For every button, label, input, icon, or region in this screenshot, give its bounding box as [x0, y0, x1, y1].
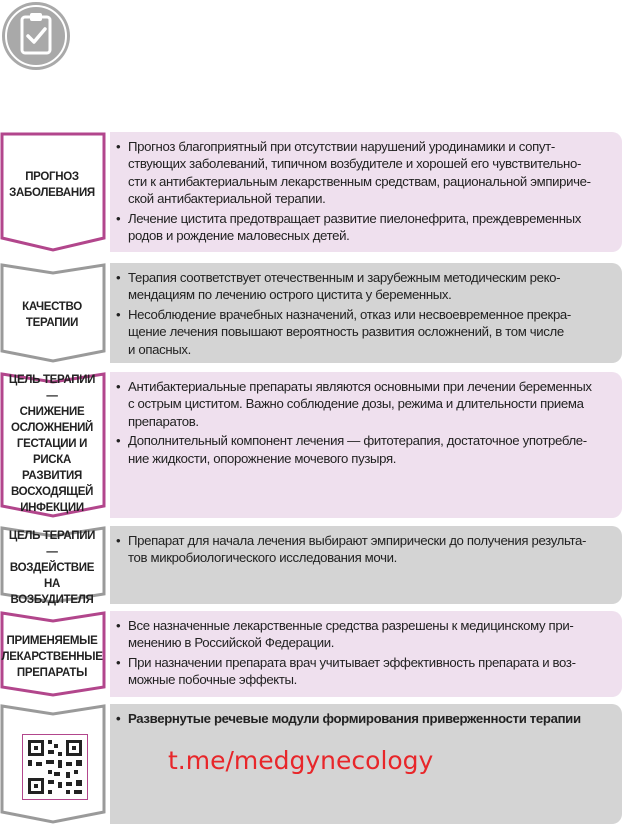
row-panel	[110, 526, 622, 604]
chevron-box-drugs	[0, 611, 106, 697]
row-panel	[110, 132, 622, 252]
row-label: ЦЕЛЬ ТЕРАПИИ — СНИЖЕНИЕ ОСЛОЖНЕНИЙ ГЕСТАЦИИ И РИСКА РАЗВИТИЯ ВОСХОДЯЩЕЙ ИНФЕКЦИИ	[8, 374, 96, 514]
bullet-text: • Терапия соответствует отечественным и зарубежным методическим реко- мендациям по лечению острого цистита у беременных.	[128, 269, 614, 304]
bullet-text: • Дополнительный компонент лечения — фитотерапия, достаточное употребле- ние жидкости, опорожнение мочевого пузыря.	[128, 432, 614, 467]
row-panel	[110, 611, 622, 697]
bullet-text: • Развернутые речевые модули формирования приверженности терапии	[128, 710, 614, 727]
bullet-text: • Антибактериальные препараты являются основными при лечении беременных с острым циститом. Важно соблюдение дозы, режима и длительности приема препаратов.	[128, 378, 614, 430]
chevron-box-prognosis	[0, 132, 106, 252]
row-label: ЦЕЛЬ ТЕРАПИИ — ВОЗДЕЙСТВИЕ НА ВОЗБУДИТЕЛЯ	[8, 530, 96, 606]
clipboard-check-icon	[0, 0, 72, 72]
chevron-box-quality	[0, 263, 106, 363]
telegram-link[interactable]: t.me/medgynecology	[168, 746, 434, 775]
bullet-text: • Препарат для начала лечения выбирают эмпирически до получения результа- тов микробиологического исследования мочи.	[128, 532, 614, 567]
bullet-text: • Лечение цистита предотвращает развитие пиелонефрита, преждевременных родов и рождение маловесных детей.	[128, 210, 614, 245]
bullet-text: • Прогноз благоприятный при отсутствии нарушений уродинамики и сопут- ствующих заболеваний, типичном возбудителе и хорошей его чувствительно- сти к антибактериальным лекарственным средствам, рациональной эмпириче- ской антибактериальной терапии.	[128, 138, 614, 208]
row-prognosis	[0, 132, 624, 252]
row-label: КАЧЕСТВО ТЕРАПИИ	[22, 301, 82, 329]
bullet-text: • При назначении препарата врач учитывает эффективность препарата и воз- можные побочные эффекты.	[128, 654, 614, 689]
row-panel	[110, 372, 622, 518]
row-label: ПРИМЕНЯЕМЫЕ ЛЕКАРСТВЕННЫЕ ПРЕПАРАТЫ	[1, 635, 103, 679]
row-drugs-used	[0, 611, 624, 697]
chevron-box-goal-complications	[0, 372, 106, 518]
row-therapy-goal-pathogen	[0, 526, 624, 604]
qr-code-icon[interactable]	[22, 734, 88, 800]
row-label: ПРОГНОЗ ЗАБОЛЕВАНИЯ	[9, 171, 95, 199]
chevron-box-goal-pathogen	[0, 526, 106, 604]
row-therapy-goal-complications	[0, 372, 624, 518]
row-panel	[110, 263, 622, 363]
bullet-text: • Несоблюдение врачебных назначений, отказ или несвоевременное прекра- щение лечения повышают вероятность развития осложнений, в том числе и опасных.	[128, 306, 614, 358]
row-therapy-quality	[0, 263, 624, 363]
bullet-text: • Все назначенные лекарственные средства разрешены к медицинскому при- менению в Российской Федерации.	[128, 617, 614, 652]
chevron-box-qr	[0, 704, 106, 824]
